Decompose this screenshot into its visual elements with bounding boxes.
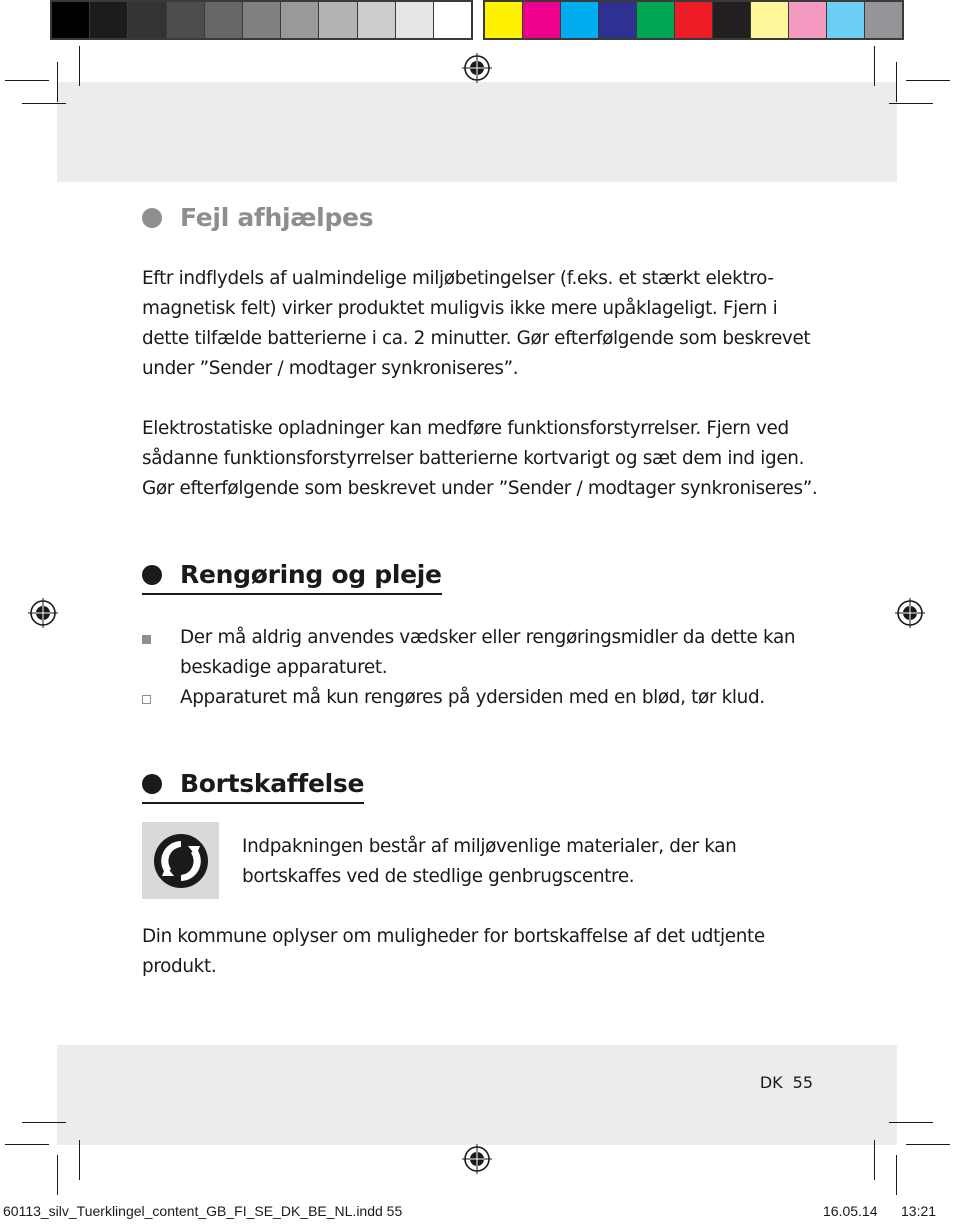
crop-mark [79,1140,80,1180]
color-swatch [52,2,90,38]
section-heading-cleaning [142,558,442,595]
section-heading-disposal [142,767,364,804]
crop-mark [57,1155,58,1195]
color-swatch [865,2,902,38]
registration-mark-icon [462,53,492,83]
municipality-paragraph: Din kommune oplyser om muligheder for bortskaffelse af det udtjente produkt. [142,926,765,977]
color-swatch [751,2,789,38]
slug-filename: 60113_silv_Tuerklingel_content_GB_FI_SE_DK_BE_NL.indd 55 [3,1203,403,1219]
color-swatch [90,2,128,38]
list-item-text: Der må aldrig anvendes vædsker eller rengøringsmidler da dette kan beskadige apparaturet. [180,627,796,678]
section-heading-troubleshooting [142,201,373,235]
packaging-paragraph: Indpakningen består af miljøvenlige materialer, der kan bortskaffes ved de stedlige genbrugscentre. [242,836,737,887]
list-item [142,623,822,683]
color-swatch [167,2,205,38]
color-swatch [561,2,599,38]
green-dot-recycling-icon [152,832,210,890]
page-number: 55 [792,1073,813,1092]
troubleshooting-paragraph-1: Eftr indflydels af ualmindelige miljøbetingelser (f.eks. et stærkt elektro-magnetisk felt) virker produktet muligvis ikke mere upåklageligt. Fjern i dette tilfælde batterierne i ca. 2 minutter. Gør efterfølgende som beskrevet under ”Sender / modtager synkroniseres”. [142,268,811,379]
square-bullet-icon [142,635,151,644]
color-swatch [713,2,751,38]
list-item-text: Apparaturet må kun rengøres på ydersiden med en blød, tør klud. [180,687,765,708]
square-outline-bullet-icon [142,695,151,704]
crop-mark [906,80,950,81]
header-band [57,82,897,182]
language-code: DK [759,1073,783,1092]
crop-mark [22,1122,66,1123]
color-swatch [358,2,396,38]
crop-mark [22,103,66,104]
color-swatch [434,2,471,38]
color-swatch [675,2,713,38]
registration-mark-icon [28,598,58,628]
crop-mark [874,1140,875,1180]
slug-date: 16.05.14 [823,1203,878,1219]
heading-title: Fejl afhjælpes [180,203,374,232]
color-swatch [523,2,561,38]
list-item [142,683,822,713]
slug-time: 13:21 [901,1203,937,1219]
crop-mark [874,46,875,86]
crop-mark [889,1122,933,1123]
grayscale-color-bar [50,0,473,40]
page-footer [700,1070,813,1096]
registration-mark-icon [895,598,925,628]
color-swatch [396,2,434,38]
crop-mark [5,80,49,81]
color-swatch [243,2,281,38]
color-swatch [281,2,319,38]
color-swatch [827,2,865,38]
heading-bullet-icon [142,774,162,794]
green-dot-logo [142,822,219,899]
color-swatch [319,2,357,38]
color-swatch [485,2,523,38]
heading-bullet-icon [142,208,162,228]
crop-mark [57,62,58,102]
heading-title: Bortskaffelse [180,769,365,798]
color-swatch [205,2,243,38]
crop-mark [79,46,80,86]
color-swatch [637,2,675,38]
process-color-bar [483,0,904,40]
troubleshooting-paragraph-2: Elektrostatiske opladninger kan medføre funktionsforstyrrelser. Fjern ved sådanne funktionsforstyrrelser batterierne kortvarigt og sæt dem ind igen. Gør efterfølgende som beskrevet under ”Sender / modtager synkroniseres”. [142,418,818,499]
crop-mark [889,103,933,104]
color-swatch [789,2,827,38]
crop-mark [896,1155,897,1195]
color-swatch [128,2,166,38]
registration-mark-icon [462,1144,492,1174]
crop-mark [896,62,897,102]
color-swatch [599,2,637,38]
crop-mark [5,1144,49,1145]
heading-title: Rengøring og pleje [180,560,442,589]
crop-mark [906,1144,950,1145]
heading-bullet-icon [142,565,162,585]
